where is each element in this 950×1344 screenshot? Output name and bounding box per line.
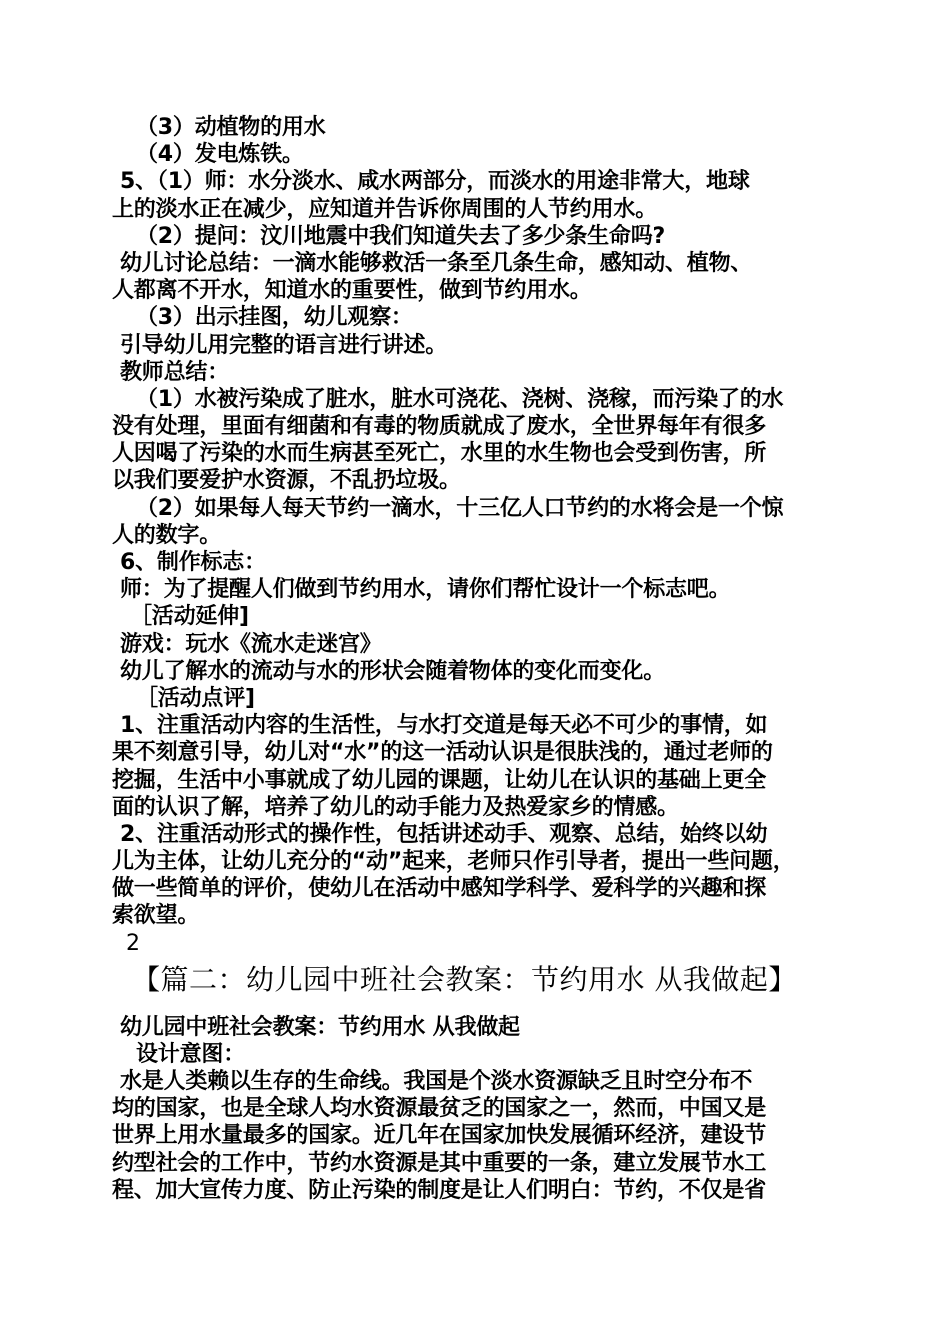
text-line: 索欲望。 [112,903,200,929]
text-line: 5、（1）师：水分淡水、咸水两部分，而淡水的用途非常大，地球 [120,169,750,195]
text-line: 2、注重活动形式的操作性，包括讲述动手、观察、总结，始终以幼 [120,821,768,847]
section-heading: ［活动延伸] [130,604,249,630]
text-line: 以我们要爱护水资源，不乱扔垃圾。 [112,468,461,494]
text-line: 1、注重活动内容的生活性，与水打交道是每天必不可少的事情，如 [120,713,768,739]
text-line: 教师总结： [120,359,230,385]
section-body [112,1014,842,1204]
text-line: 6、制作标志： [120,550,266,575]
text-line: 程、加大宣传力度、防止污染的制度是让人们明白：节约，不仅是省 [112,1177,767,1203]
article-title: 幼儿园中班社会教案：节约用水 从我做起 [120,1014,520,1040]
text-line: （3）出示挂图，幼儿观察： [136,305,413,331]
text-line: 世界上用水量最多的国家。近几年在国家加快发展循环经济，建设节 [112,1123,767,1149]
text-line: 面的认识了解，培养了幼儿的动手能力及热爱家乡的情感。 [112,794,679,820]
text-line: 幼儿讨论总结：一滴水能够救活一条至几条生命，感知动、植物、 [120,250,753,276]
text-line: 人的数字。 [112,522,222,548]
text-line: 上的淡水正在减少，应知道并告诉你周围的人节约用水。 [112,196,658,222]
page-number: 2 [126,930,140,956]
text-line: 儿为主体，让幼儿充分的“动”起来，老师只作引导者，提出一些问题， [112,849,795,875]
section-heading: ［活动点评] [136,685,255,711]
text-line: （2）如果每人每天节约一滴水，十三亿人口节约的水将会是一个惊 [136,495,784,521]
text-line: 做一些简单的评价，使幼儿在活动中感知学科学、爱科学的兴趣和探 [112,876,767,902]
section-title: 【篇二：幼儿园中班社会教案：节约用水 从我做起】 [132,962,797,996]
text-line: 约型社会的工作中，节约水资源是其中重要的一条，建立发展节水工 [112,1150,767,1176]
text-line: 没有处理，里面有细菌和有毒的物质就成了废水，全世界每年有很多 [112,414,767,440]
text-line: 果不刻意引导，幼儿对“水”的这一活动认识是很肤浅的，通过老师的 [112,740,773,766]
text-line: （3）动植物的用水 [136,115,326,140]
text-line: 引导幼儿用完整的语言进行讲述。 [120,332,448,358]
text-line: （1）水被污染成了脏水，脏水可浇花、浇树、浇稼，而污染了的水 [136,386,784,412]
text-line: （2）提问：汶川地震中我们知道失去了多少条生命吗? [136,223,666,249]
text-line: （4）发电炼铁。 [136,142,304,168]
text-line: 师：为了提醒人们做到节约用水，请你们帮忙设计一个标志吧。 [120,577,731,603]
text-line: 游戏：玩水《流水走迷宫》 [120,631,382,657]
text-line: 幼儿了解水的流动与水的形状会随着物体的变化而变化。 [120,658,666,684]
text-line: 人都离不开水，知道水的重要性，做到节约用水。 [112,278,592,304]
text-line: 水是人类赖以生存的生命线。我国是个淡水资源缺乏且时空分布不 [120,1069,753,1094]
text-line: 人因喝了污染的水而生病甚至死亡，水里的水生物也会受到伤害，所 [112,441,767,467]
section-heading: 设计意图： [136,1041,246,1067]
document-page [112,114,842,1204]
text-line: 挖掘，生活中小事就成了幼儿园的课题，让幼儿在认识的基础上更全 [112,767,767,793]
text-line: 均的国家，也是全球人均水资源最贫乏的国家之一，然而，中国又是 [112,1096,767,1122]
